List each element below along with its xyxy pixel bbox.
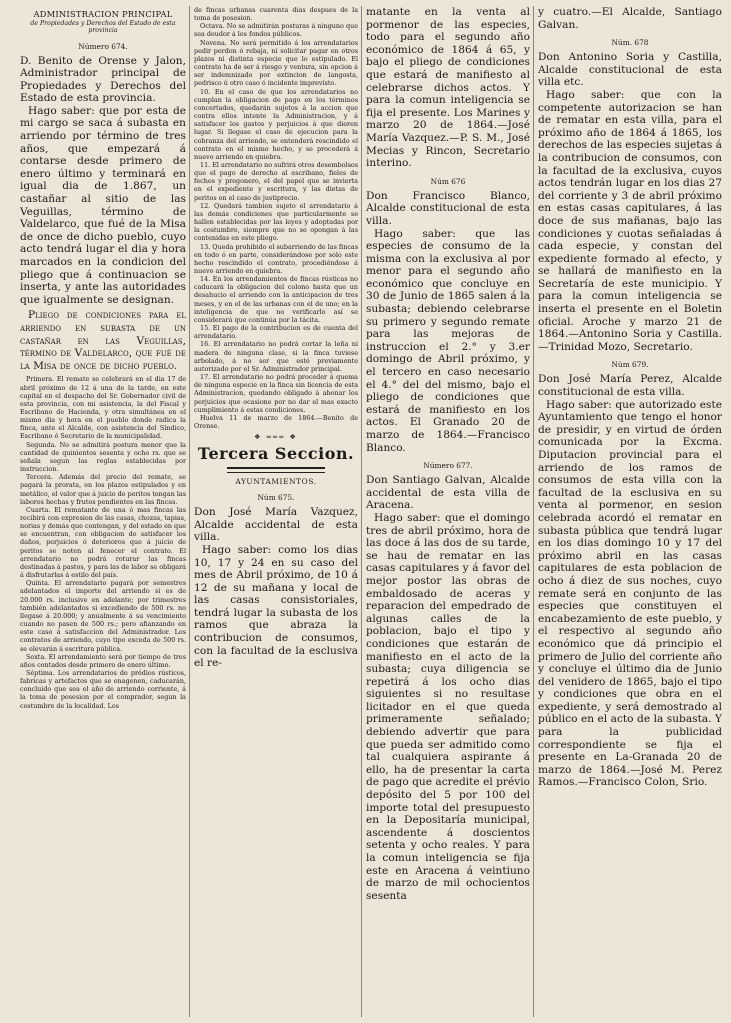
signature-line: Huelva 11 de marzo de 1864.—Benito de Orense.: [194, 413, 358, 430]
condition-item: 12. Quedará tambien sujeto el arrendatario á las demás condiciones que particularmente se hallen establecidas por las leyes y adoptadas por la costumbre, siempre que no se opongan á las contenidas en este pliego.: [194, 201, 358, 243]
notice-title: Don Francisco Blanco, Alcalde constitucional de esta villa.: [366, 189, 530, 227]
notice-paragraph: y cuatro.—El Alcalde, Santiago Galvan.: [538, 6, 722, 31]
condition-item: Quinta. El arrendatario pagará por semestres adelantados el importe del arriendo si es de 20.000 rs. inclusive en adelante; por trimestres también adelantados si excediendo de 500 rs. no llegase á 20.000; y anualmente á su vencimiento cuando no pasen de 500 rs.; pero afianzando en este caso á satisfaccion del Administrador. Los contratos de arriendo, cuyo tipo exceda de 500 rs. se elevarán á escritura pública.: [20, 579, 186, 653]
notice-number: Núm. 678: [611, 38, 649, 48]
condition-item: 10. En el caso de que los arrendatarios no cumplan la obligacion de pago en los términos concertados, quedarán sujetos á la accion que contra ellos intente la Administracion, y á satisfacer los gastos y perjuicios á que dieren lugar. Si llegase el caso de ejecucion para la cobranza del arriendo, se entenderá rescindido el contrato en el mismo hecho, y se procederá á nuevo arriendo en quiebra.: [194, 87, 358, 161]
column-2: [194, 0, 358, 1023]
section-subheader: de Propiedades y Derechos del Estado de esta provincia: [30, 19, 176, 34]
condition-item: Segunda. No se admitirá postura menor que la cantidad de quinientos sesenta y ocho rs. que se señala segun las reglas establecidas por instruccion.: [20, 440, 186, 474]
condition-item: 15. El pago de la contribucion es de cuenta del arrendatario.: [194, 324, 358, 341]
notice-body: [20, 55, 186, 373]
notice-paragraph: Hago saber: como los dias 10, 17 y 24 en su caso del mes de Abril próximo, de 10 á 12 de su mañana y local de las casas consistoriales, tendrá lugar la subasta de los ramos que abraza la contribucion de consumos, con la facultad de la esclusiva el re-: [194, 543, 358, 670]
notice-title: Don Antonino Soria y Castilla, Alcalde constitucional de esta villa etc.: [538, 51, 722, 89]
notice-number: Núm 676: [430, 176, 466, 186]
notice-number: Núm 675.: [257, 493, 295, 503]
notice-body: [538, 373, 722, 789]
column-3: [366, 0, 530, 1023]
condition-item: Novena. No será permitido á los arrendatarios pedir perdon ó rebaja, ni solicitar pagar en otros plazos ni distinta especie que lo estipulado. El contrato ha de ser á riesgo y ventura, sin opcion á ser indemnizado por extincion de langosta, pedrisco ú otro caso ó incidente imprevisto.: [194, 38, 358, 88]
condition-item: Séptima. Los arrendatarios de prédios rústicos, fabricas y artefactos que se enagenen, caducarán, concluido que sea el año de arriendo corriente, á la toma de posesion por el comprador, segun la costumbre de la localidad. Los: [20, 668, 186, 710]
notice-body: [366, 474, 530, 902]
conditions-list: [194, 6, 358, 430]
condition-item: 14. En los arrendamientos de fincas rústicas no caducará la obligacion del colono hasta que un desahucio el arriendo con la anticipacion de tres meses, y en el de las urbanas con el de uno; en la inteligencia de que no verificarlo así se considerará que continúa por la tácita.: [194, 275, 358, 324]
notice-body: [194, 506, 358, 670]
notice-paragraph: Hago saber: que las especies de consumo de la misma con la exclusiva al por menor para el segundo año económico que concluye en 30 de Junio de 1865 salen á la subasta; debiendo celebrarse su primero y segundo remate para las mejoras de instruccion el 2.° y 3.er domingo de Abril próximo, y el tercero en caso necesario el 4.° del del mismo, bajo el pliego de condiciones que estará de manifiesto en los actos. El Granado 20 de marzo de 1864.—Francisco Blanco.: [366, 227, 530, 454]
notice-number: Núm 679.: [611, 360, 649, 370]
condition-item: Octava. No se admitirán posturas á ninguno que sea deudor á los fondos públicos.: [194, 22, 358, 39]
notice-paragraph: Hago saber: que con la competente autorizacion se han de rematar en esta villa, para el próximo año de 1864 á 1865, los derechos de las especies sujetas á la contribucion de consumos, con la facultad de la exclusiva, cuyos actos tendrán lugar en los dias 27 del corriente y 3 de abril próximo en estas casas capitulares, á las doce de sus mañanas, bajo las condiciones y cuotas señaladas á cada especie, y constan del expediente formado al efecto, y se hallará de manifiesto en la Secretaría de este municipio. Y para la comun inteligencia se inserta el presente en el Boletin oficial. Aroche y marzo 21 de 1864.—Antonino Soria y Castilla.—Trinidad Mozo, Secretario.: [538, 88, 722, 353]
notice-paragraph: Hago saber: que por esta de mi cargo se saca á subasta en arriendo por término de tres años, que empezará á contarse desde primero de enero último y terminará en igual dia de 1.867, un castañar al sitio de las Veguillas, término de Valdelarco, que fué de la Misa de once de dicho pueblo, cuyo acto tendrá lugar el dia y hora marcados en la condicion del pliego que á continuacion se inserta, y ante las autoridades que igualmente se designan.: [20, 104, 186, 306]
ornament-divider: ❖ ═══ ❖: [254, 433, 298, 442]
notice-body: [366, 6, 530, 170]
notice-title: D. Benito de Orense y Jalon, Administrador principal de Propiedades y Derechos del Estado de esta provincia.: [20, 54, 186, 105]
notice-body: [538, 6, 722, 31]
column-4: [538, 0, 722, 1023]
condition-item: 17. El arrendatario no podrá proceder á quema de ninguna especie en la finca sin licencia de esta Administracion, quedando obligado á abonar los perjuicios que ocasione por no dar el mas exacto cumplimiento á estas condiciones.: [194, 373, 358, 414]
column-1: [20, 0, 186, 1023]
conditions-list: [20, 375, 186, 709]
notice-paragraph: Hago saber: que autorizado este Ayuntamiento que tengo el honor de presidir, y en virtud de órden comunicada por la Excma. Diputacion provincial para el arriendo de los ramos de consumos de esta villa con la facultad de la esclusiva en su venta al pormenor, en sesion celebrada acordó el rematar en subasta pública que tendrá lugar en los dias domingo 10 y 17 del próximo abril en las casas capitulares de esta poblacion de ocho á diez de sus noches, cuyo remate será en conjunto de las especies que constituyen el encabezamiento de este pueblo, y el respectivo al segundo año económico que dá principio el primero de Julio del corriente año y concluye el último dia de Junio del venidero de 1865, bajo el tipo y condiciones que obra en el expediente, y será demostrado al público en el acto de la subasta. Y para la publicidad correspondiente se fija el presente en La-Granada 20 de marzo de 1864.—José M. Perez Ramos.—Francisco Colon, Srio.: [538, 398, 722, 789]
condition-item: 11. El arrendatario no sufrirá otros desembolsos que el pago de derecho al escribano, fieles de fechos y pregonero, el del papel que se invierta en el expediente y escritura, y las dietas de peritos en el caso de justiprecio.: [194, 160, 358, 202]
notice-body: [538, 51, 722, 353]
condition-item: Cuarta. El rematante de una ó mas fincas las recibirá con expresion de las casas, chozas, tapias, norias y demás que contengan, y del estado en que se encuentran, con obligacion de satisfacer los daños, perjuicios ó deterioros que á juicio de peritos se noten al fenecer el contrato. El arrendatario no podrá roturar las fincas destinadas á pastos, y para las de labor se obligará á disfrutarlas á estilo del país.: [20, 505, 186, 580]
condition-item: 16. El arrendatario no podrá cortar la leña ni madera de ninguna clase, si la finca tuviese arbolado, á no ser que esté previamente autorizado por el Sr. Administrador principal.: [194, 340, 358, 373]
notice-number: Número 677.: [423, 461, 473, 471]
condition-item: Tercera. Además del precio del remate, se pagará la prorata, en los plazos estipulados y en metálico, el valor que á juicio de peritos tengan las labores hechas y frutos pendientes en las fincas.: [20, 473, 186, 506]
column-rule: [361, 6, 362, 1017]
notice-paragraph: matante en la venta al pormenor de las especies, todo para el segundo año económico de 1864 á 65, y bajo el pliego de condiciones que estará de manifiesto al celebrarse dichos actos. Y para la comun inteligencia se fija el presente. Los Marines y marzo 20 de 1864.—José María Vazquez.—P. S. M., José Mecias y Rincon, Secretario interino.: [366, 6, 530, 170]
column-rule: [189, 6, 190, 1017]
notice-number: Número 674.: [78, 41, 128, 51]
notice-body: [366, 190, 530, 454]
notice-paragraph: Hago saber: que el domingo tres de abril próximo, hora de las doce á las dos de su tarde, se hau de rematar en las casas capitulares y á favor del mejor postor las obras de embaldosado de aceras y reparacion del empedrado de algunas calles de la poblacion, bajo el tipo y condiciones que estarán de manifiesto en el acto de la subasta; cuya diligencia se repetirá á los ocho dias siguientes si no resultase licitador en el que queda primeramente señalado; debiendo advertir que para que pueda ser admitido como tal cualquiera aspirante á ello, ha de presentar la carta de pago que acredite el prévio depósito del 5 por 100 del importe total del presupuesto en la Depositaría municipal, ascendente á doscientos setenta y ocho reales. Y para la comun inteligencia se fija este en Aracena á veintiuno de marzo de mil ochocientos sesenta: [366, 511, 530, 902]
notice-title: Don Santiago Galvan, Alcalde accidental de esta villa de Aracena.: [366, 474, 530, 512]
condition-item: de fincas urbanas cuarenta dias despues de la toma de posesion.: [194, 6, 358, 23]
notice-title: Don José María Vazquez, Alcalde accidental de esta villa.: [194, 506, 358, 544]
divider: [227, 467, 325, 473]
condition-item: Primera. El remate se celebrará en el dia 17 de abril próximo de 12 á una de la tarde, en este capital en el despacho del Sr. Gobernador civil de esta provincia, con mi asistencia, la del Fiscal y Escribano de Hacienda, y otra simultánea en el mismo dia y hora en el pueblo donde radica la finca, ante el Alcalde, con asistencia del Síndico, Escribano ó Secretario de la municipalidad.: [20, 375, 186, 441]
condition-item: Sexta. El arrendamiento será por tiempo de tres años contados desde primero de enero último.: [20, 652, 186, 669]
conditions-title: Pliego de condiciones para el arriendo en subasta de un castañar en las Veguillas, término de Valdelarco, que fué de la Misa de once de dicho pueblo.: [20, 309, 186, 372]
section-header: ADMINISTRACION PRINCIPAL: [33, 9, 173, 19]
column-rule: [533, 6, 534, 1017]
section-title: Tercera Seccion.: [197, 444, 355, 464]
subsection-title: AYUNTAMIENTOS.: [235, 477, 317, 487]
condition-item: 13. Queda prohibido el subarriendo de las fincas en todo ó en parte, considerándose por solo este hecho rescindido el contrato, procediéndose á nuevo arriendo en quiebra.: [194, 242, 358, 275]
notice-title: Don José María Perez, Alcalde constitucional de esta villa.: [538, 373, 722, 399]
